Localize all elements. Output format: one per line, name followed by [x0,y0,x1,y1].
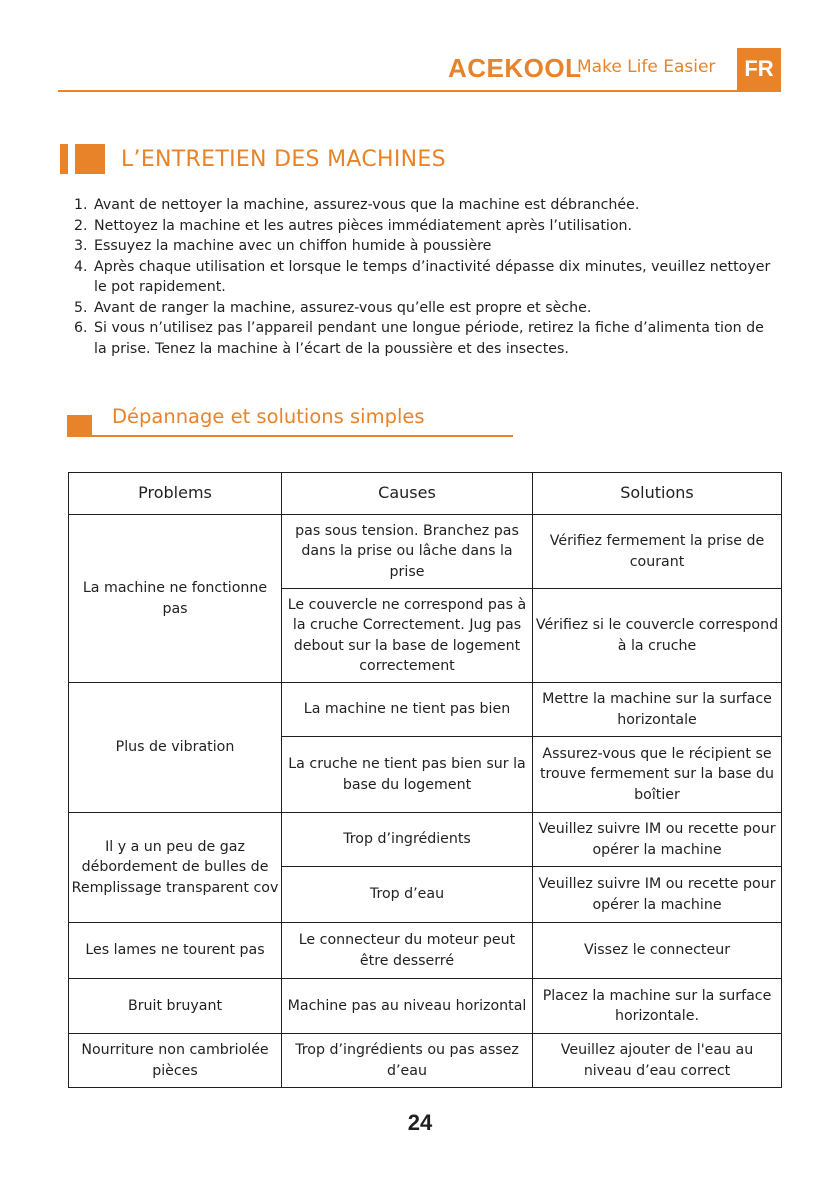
troubleshooting-table [68,472,782,1088]
cause-cell: pas sous tension. Branchez pas dans la prise ou lâche dans la prise [282,515,533,589]
table-header-row [69,473,782,515]
solution-cell: Assurez-vous que le récipient se trouve fermement sur la base du boîtier [533,737,782,813]
table-row [69,1034,782,1088]
solution-cell: Mettre la machine sur la surface horizontale [533,683,782,737]
list-item: 6. Si vous n’utilisez pas l’appareil pendant une longue période, retirez la fiche d’alimenta tion de la prise. Tenez la machine à l’écart de la poussière et des insectes. [74,320,764,357]
problem-cell: Bruit bruyant [69,979,282,1034]
maintenance-title: L’ENTRETIEN DES MACHINES [121,146,446,172]
solution-cell: Vissez le connecteur [533,923,782,979]
troubleshooting-heading [67,403,513,437]
brand-tagline: Make Life Easier [577,57,716,77]
problem-cell: Les lames ne tourent pas [69,923,282,979]
cause-cell: Trop d’ingrédients ou pas assez d’eau [282,1034,533,1088]
cause-cell: La machine ne tient pas bien [282,683,533,737]
table-row [69,683,782,737]
page-number: 24 [407,1110,433,1135]
header-solutions: Solutions [533,473,782,515]
language-badge: FR [737,48,781,90]
problem-cell: La machine ne fonctionne pas [69,515,282,683]
table-row [69,515,782,589]
list-item: 4. Après chaque utilisation et lorsque le temps d’inactivité dépasse dix minutes, veuillez nettoyer le pot rapidement. [74,258,771,295]
header-problems: Problems [69,473,282,515]
cause-cell: Le connecteur du moteur peut être desserré [282,923,533,979]
solution-cell: Veuillez suivre IM ou recette pour opérer la machine [533,813,782,867]
maintenance-list [74,195,774,359]
list-item: 3. Essuyez la machine avec un chiffon humide à poussière [74,238,492,254]
table-row [69,979,782,1034]
problem-cell: Il y a un peu de gaz débordement de bulles de Remplissage transparent cov [69,813,282,923]
cause-cell: La cruche ne tient pas bien sur la base du logement [282,737,533,813]
subheading-underline [92,435,513,437]
solution-cell: Placez la machine sur la surface horizontale. [533,979,782,1034]
problem-cell: Plus de vibration [69,683,282,813]
table-row [69,813,782,867]
problem-cell: Nourriture non cambriolée pièces [69,1034,282,1088]
cause-cell: Trop d’ingrédients [282,813,533,867]
solution-cell: Vérifiez fermement la prise de courant [533,515,782,589]
heading-square-icon [75,144,105,174]
subheading-square-icon [67,415,92,437]
troubleshooting-title: Dépannage et solutions simples [112,405,425,428]
solution-cell: Veuillez ajouter de l'eau au niveau d’eau correct [533,1034,782,1088]
header-divider [58,90,781,92]
cause-cell: Le couvercle ne correspond pas à la cruche Correctement. Jug pas debout sur la base de logement correctement [282,589,533,683]
solution-cell: Vérifiez si le couvercle correspond à la cruche [533,589,782,683]
solution-cell: Veuillez suivre IM ou recette pour opérer la machine [533,867,782,923]
brand-logo: ACEKOOL [448,53,582,83]
page-header [0,0,840,95]
table-row [69,923,782,979]
heading-bar-icon [60,144,68,174]
cause-cell: Machine pas au niveau horizontal [282,979,533,1034]
cause-cell: Trop d’eau [282,867,533,923]
list-item: 2. Nettoyez la machine et les autres pièces immédiatement après l’utilisation. [74,217,633,234]
maintenance-heading [60,142,446,176]
list-item: 1. Avant de nettoyer la machine, assurez-vous que la machine est débranchée. [74,197,640,213]
header-causes: Causes [282,473,533,515]
list-item: 5. Avant de ranger la machine, assurez-vous qu’elle est propre et sèche. [74,299,592,316]
